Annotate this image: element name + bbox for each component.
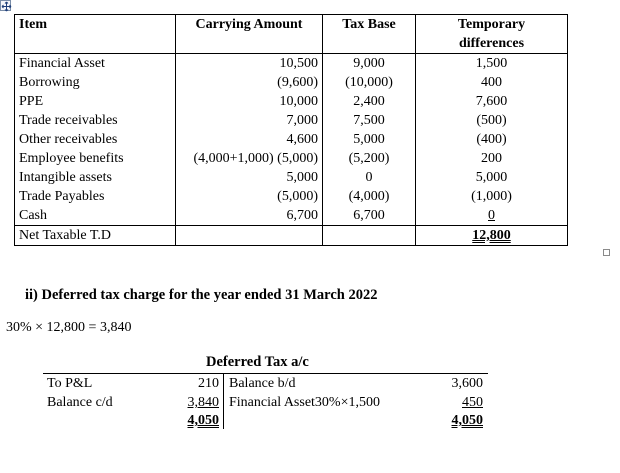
debit-amount: 210 [198, 376, 219, 391]
tax-base-column [323, 54, 416, 226]
temporary-cell: (1,000) [471, 189, 512, 204]
credit-amount: 3,600 [451, 376, 483, 391]
credit-label: Financial Asset30%×1,500 [229, 395, 380, 410]
carrying-cell: 7,000 [286, 113, 318, 128]
table-total-row [15, 226, 568, 246]
item-cell: Employee benefits [19, 151, 124, 166]
temporary-cell: (400) [476, 132, 507, 147]
debit-amount: 3,840 [187, 395, 219, 410]
taxbase-cell: 9,000 [353, 56, 385, 71]
table-resize-handle-icon[interactable] [603, 249, 610, 256]
carrying-cell: (5,000) [277, 189, 318, 204]
table-header-row [15, 15, 568, 54]
item-cell: Other receivables [19, 132, 118, 147]
item-cell: Cash [19, 208, 47, 223]
taxbase-cell: 7,500 [353, 113, 385, 128]
debit-label: Balance c/d [47, 395, 113, 410]
item-cell: Trade Payables [19, 189, 105, 204]
header-temporary-differences [416, 15, 568, 54]
carrying-cell: (9,600) [277, 75, 318, 90]
carrying-cell: 5,000 [286, 170, 318, 185]
header-carrying-amount: Carrying Amount [176, 15, 323, 54]
debit-total: 4,050 [187, 413, 219, 428]
carrying-cell: (4,000+1,000) (5,000) [193, 151, 318, 166]
credit-label: Balance b/d [229, 376, 296, 391]
carrying-cell: 10,000 [279, 94, 318, 109]
taxbase-cell: (10,000) [345, 75, 393, 90]
item-cell: PPE [19, 94, 44, 109]
temporary-cell: 5,000 [475, 170, 508, 185]
header-temporary-line2: differences [458, 36, 525, 51]
carrying-cell: 6,700 [286, 208, 318, 223]
temporary-cell: 200 [481, 151, 502, 166]
taxbase-cell: 2,400 [353, 94, 385, 109]
temporary-differences-table [14, 14, 568, 246]
deferred-tax-calculation: 30% × 12,800 = 3,840 [6, 320, 132, 335]
temporary-cell: (500) [476, 113, 507, 128]
item-cell: Intangible assets [19, 170, 112, 185]
account-title: Deferred Tax a/c [206, 354, 309, 370]
taxbase-cell: 6,700 [353, 208, 385, 223]
taxbase-cell: 5,000 [353, 132, 385, 147]
header-tax-base: Tax Base [323, 15, 416, 54]
credit-total: 4,050 [451, 413, 483, 428]
item-cell: Borrowing [19, 75, 80, 90]
carrying-cell: 10,500 [279, 56, 318, 71]
carrying-cell: 4,600 [286, 132, 318, 147]
temporary-differences-column [416, 54, 568, 226]
carrying-amount-column [176, 54, 323, 226]
header-item: Item [15, 15, 176, 54]
total-label: Net Taxable T.D [15, 226, 176, 246]
item-column [15, 54, 176, 226]
item-cell: Financial Asset [19, 56, 105, 71]
temporary-cell: 7,600 [475, 94, 508, 109]
credit-amount: 450 [462, 395, 483, 410]
taxbase-cell: (5,200) [348, 151, 390, 166]
t-account-center-rule [223, 373, 224, 429]
temporary-cell: 400 [481, 75, 502, 90]
table-move-handle-icon[interactable] [0, 0, 11, 11]
taxbase-cell: 0 [365, 170, 373, 185]
table-body-row [15, 54, 568, 226]
item-cell: Trade receivables [19, 113, 118, 128]
total-temporary-value: 12,800 [472, 228, 511, 243]
section-heading: ii) Deferred tax charge for the year ended 31 March 2022 [25, 287, 378, 303]
temporary-cell: 0 [488, 208, 495, 223]
debit-label: To P&L [47, 376, 93, 391]
temporary-cell: 1,500 [475, 56, 508, 71]
taxbase-cell: (4,000) [348, 189, 390, 204]
total-taxbase-empty [323, 226, 416, 246]
total-temporary-cell [416, 226, 568, 246]
deferred-tax-t-account [43, 373, 488, 429]
header-temporary-line1: Temporary [457, 17, 526, 32]
total-carrying-empty [176, 226, 323, 246]
